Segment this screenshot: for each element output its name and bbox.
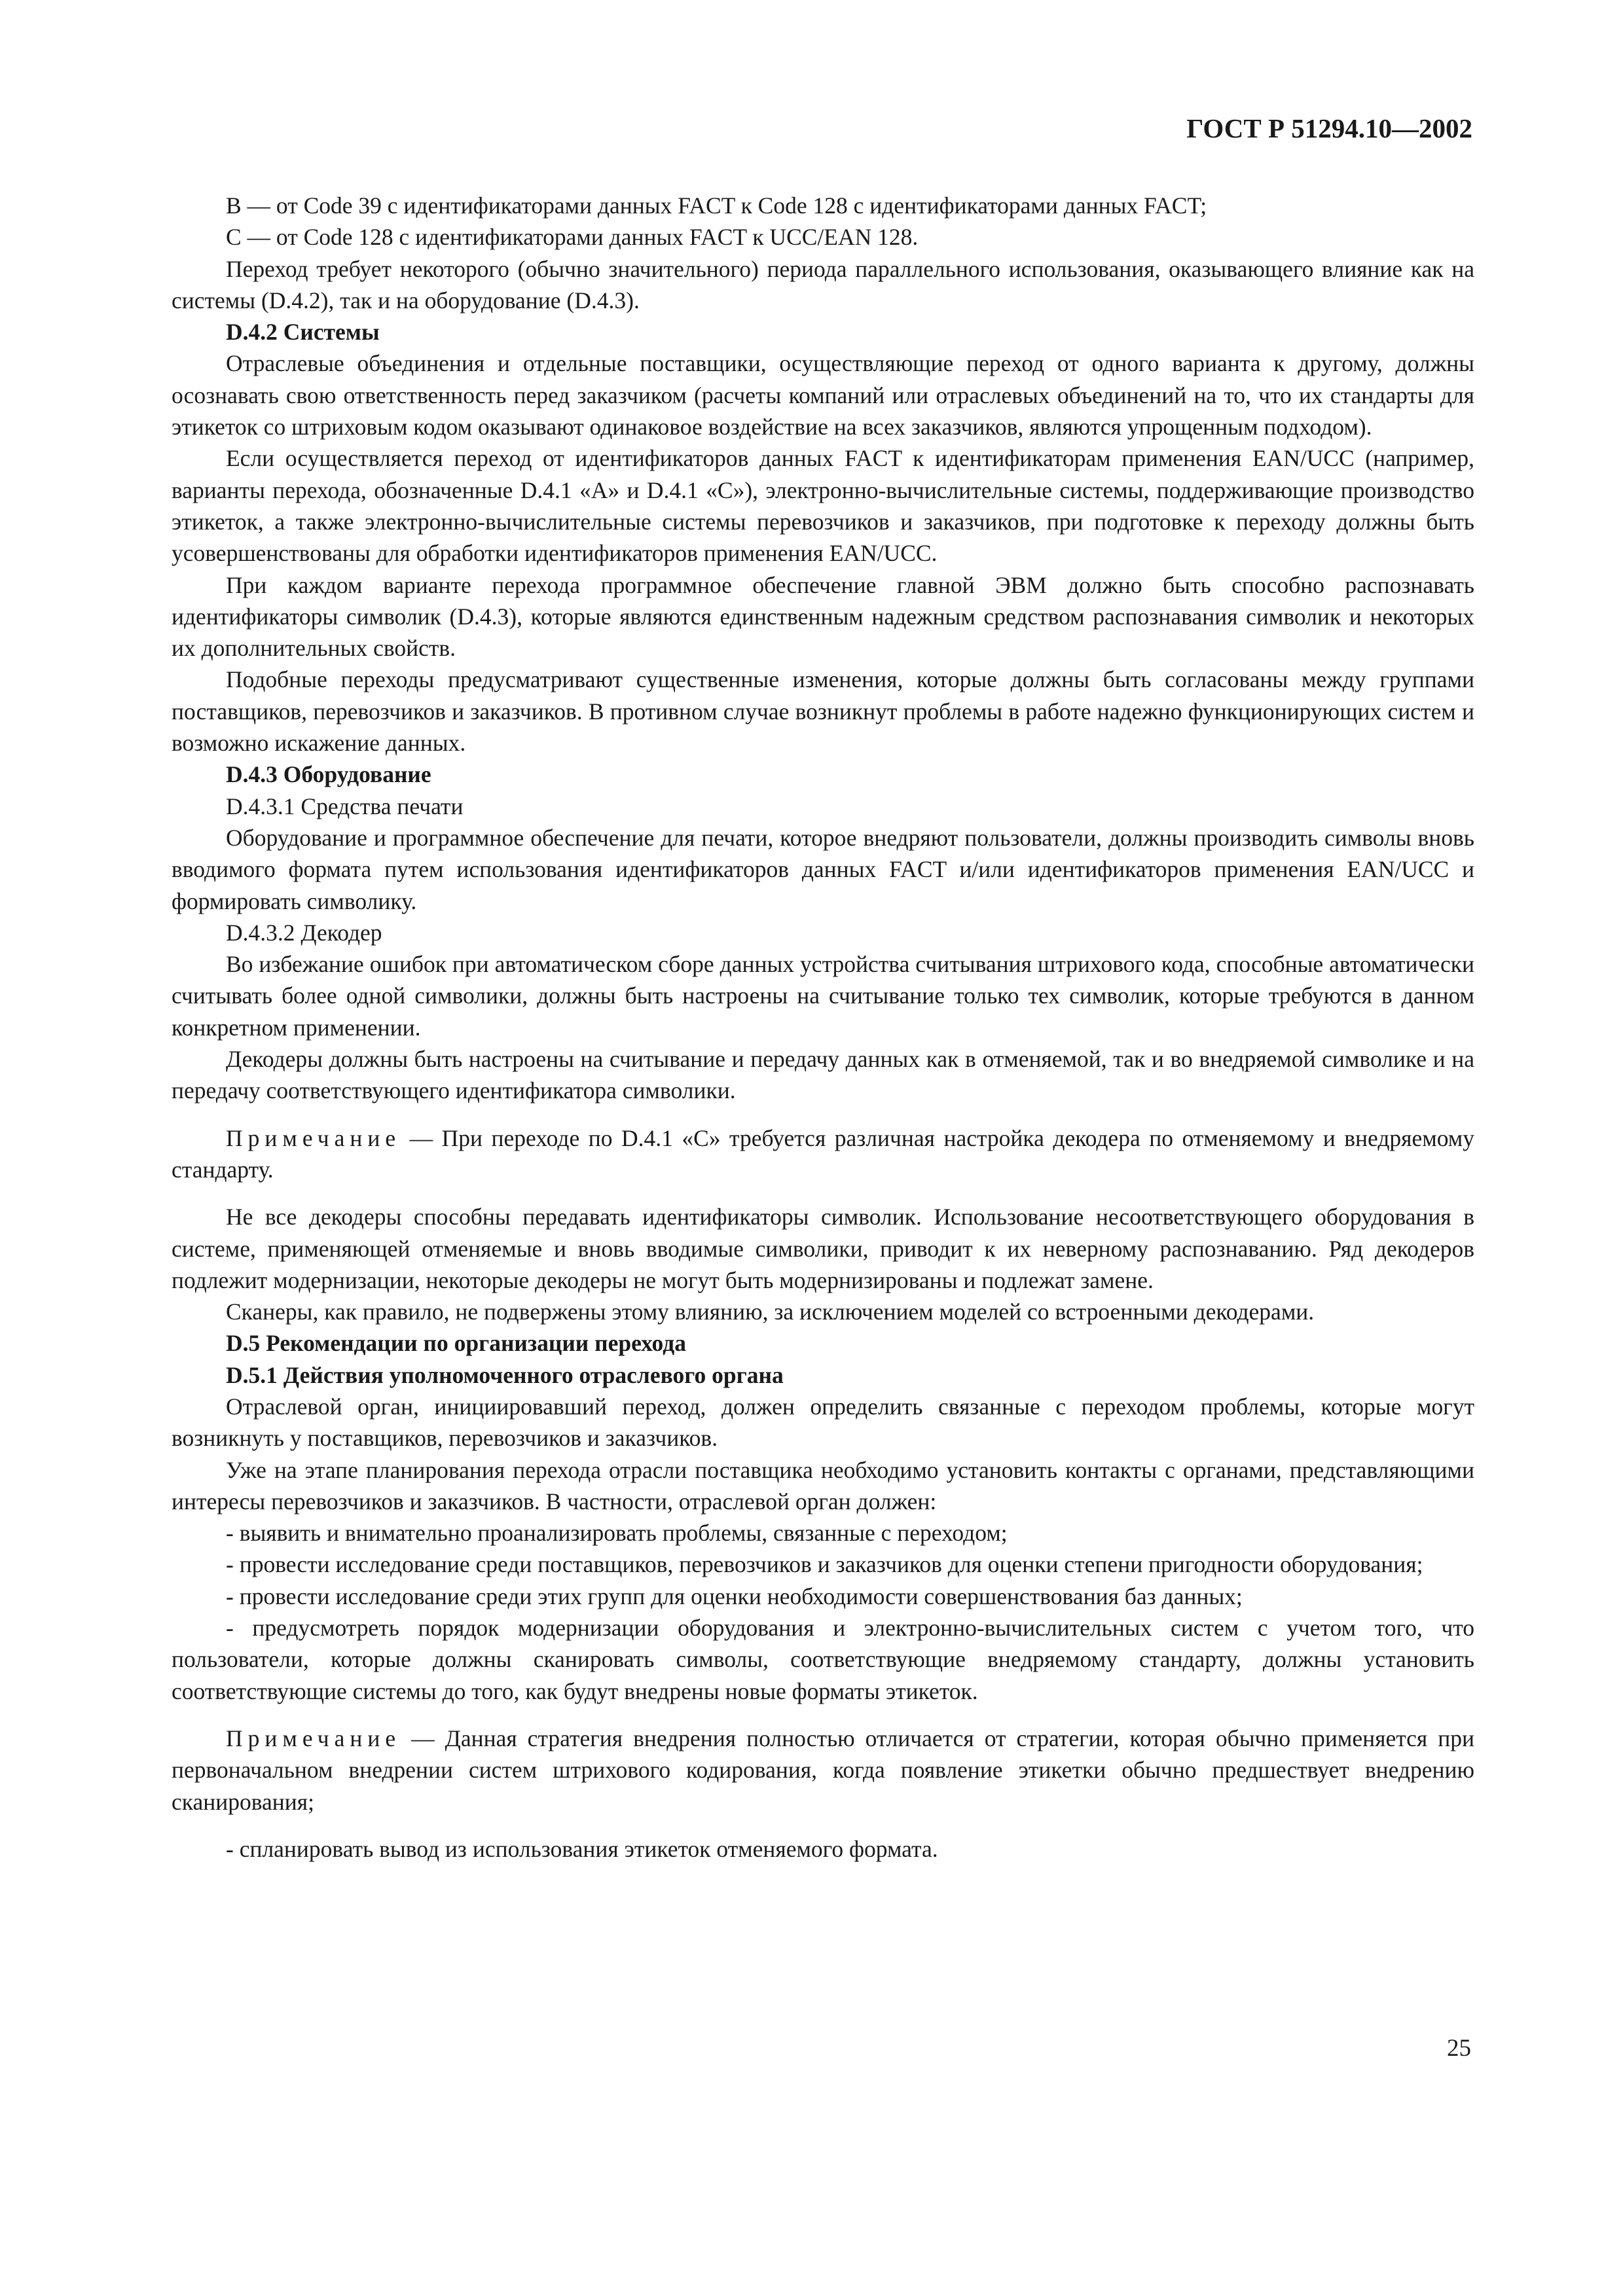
- list-item-3: - провести исследование среди этих групп для оценки необходимости совершенствования баз данных;: [226, 1583, 1243, 1609]
- para-d42-4: Подобные переходы предусматривают существенные изменения, которые должны быть согласованы между группами поставщиков, перевозчиков и заказчиков. В противном случае возникнут проблемы в работе надежно функционирующих систем и возможно искажение данных.: [172, 666, 1474, 757]
- note-text: — Данная стратегия внедрения полностью отличается от стратегии, которая обычно применяется при первоначальном внедрении систем штрихового кодирования, когда появление этикетки обычно предшествует внедрению сканирования;: [172, 1725, 1474, 1815]
- heading-d43: D.4.3 Оборудование: [226, 761, 431, 788]
- list-item-2: - провести исследование среди поставщиков, перевозчиков и заказчиков для оценки степени пригодности оборудования;: [226, 1551, 1423, 1578]
- note-label: Примечание: [226, 1725, 401, 1751]
- note-label: Примечание: [226, 1124, 401, 1151]
- heading-d5: D.5 Рекомендации по организации перехода: [226, 1330, 686, 1357]
- para-decoders-1: Не все декодеры способны передавать идентификаторы символик. Использование несоответствующего оборудования в системе, применяющей отменяемые и вновь вводимые символики, приводит к их неверному распознаванию. Ряд декодеров подлежит модернизации, некоторые декодеры не могут быть модернизированы и подлежат замене.: [172, 1204, 1474, 1293]
- para-transition-b: B — от Code 39 с идентификаторами данных FACT к Code 128 с идентификаторами данных FACT;: [226, 192, 1207, 219]
- para-d432-1: Во избежание ошибок при автоматическом сборе данных устройства считывания штрихового кода, способные автоматически считывать более одной символики, должны быть настроены на считывание только тех символик, которые требуются в данном конкретном применении.: [172, 951, 1474, 1041]
- note-text: — При переходе по D.4.1 «C» требуется различная настройка декодера по отменяемому и внедряемому стандарту.: [172, 1124, 1474, 1183]
- para-d431: Оборудование и программное обеспечение для печати, которое внедряют пользователи, должны производить символы вновь вводимого формата путем использования идентификаторов данных FACT и/или идентификаторов применения EAN/UCC и формировать символику.: [172, 824, 1474, 914]
- document-header: ГОСТ Р 51294.10—2002: [1186, 113, 1472, 143]
- heading-d432: D.4.3.2 Декодер: [226, 919, 382, 946]
- heading-d431: D.4.3.1 Средства печати: [226, 793, 464, 819]
- para-d42-3: При каждом варианте перехода программное обеспечение главной ЭВМ должно быть способно распознавать идентификаторы символик (D.4.3), которые являются единственным надежным средством распознавания символик и некоторых их дополнительных свойств.: [172, 571, 1474, 662]
- para-d51-1: Отраслевой орган, инициировавший переход, должен определить связанные с переходом проблемы, которые могут возникнуть у поставщиков, перевозчиков и заказчиков.: [172, 1393, 1474, 1452]
- heading-d42: D.4.2 Системы: [226, 319, 380, 346]
- para-transition-period: Переход требует некоторого (обычно значительного) периода параллельного использования, оказывающего влияние как на системы (D.4.2), так и на оборудование (D.4.3).: [172, 255, 1474, 314]
- para-scanners: Сканеры, как правило, не подвержены этому влиянию, за исключением моделей со встроенными декодерами.: [226, 1299, 1315, 1325]
- list-item-5: - спланировать вывод из использования этикеток отменяемого формата.: [226, 1835, 938, 1862]
- list-item-1: - выявить и внимательно проанализировать проблемы, связанные с переходом;: [226, 1520, 1008, 1547]
- document-body: [172, 190, 1474, 1865]
- page-number: 25: [1447, 2035, 1471, 2062]
- para-transition-c: C — от Code 128 с идентификаторами данных FACT к UCC/EAN 128.: [226, 224, 919, 251]
- note-1: [172, 1122, 1474, 1186]
- para-d432-2: Декодеры должны быть настроены на считывание и передачу данных как в отменяемой, так и во внедряемой символике и на передачу соответствующего идентификатора символики.: [172, 1046, 1474, 1104]
- list-item-4: - предусмотреть порядок модернизации оборудования и электронно-вычислительных систем с учетом того, что пользователи, которые должны сканировать символы, соответствующие внедряемому стандарту, должны установить соответствующие системы до того, как будут внедрены новые форматы этикеток.: [172, 1615, 1474, 1704]
- para-d51-2: Уже на этапе планирования перехода отрасли поставщика необходимо установить контакты с органами, представляющими интересы перевозчиков и заказчиков. В частности, отраслевой орган должен:: [172, 1456, 1474, 1515]
- para-d42-2: Если осуществляется переход от идентификаторов данных FACT к идентификаторам применения EAN/UCC (например, варианты перехода, обозначенные D.4.1 «A» и D.4.1 «C»), электронно-вычислительные системы, поддерживающие производство этикеток, а также электронно-вычислительные системы перевозчиков и заказчиков, при подготовке к переходу должны быть усовершенствованы для обработки идентификаторов применения EAN/UCC.: [172, 445, 1474, 567]
- para-d42-1: Отраслевые объединения и отдельные поставщики, осуществляющие переход от одного варианта к другому, должны осознавать свою ответственность перед заказчиком (расчеты компаний или отраслевых объединений на то, что их стандарты для этикеток со штриховым кодом оказывают одинаковое воздействие на всех заказчиков, являются упрощенным подходом).: [172, 350, 1474, 440]
- note-2: [172, 1723, 1474, 1818]
- heading-d51: D.5.1 Действия уполномоченного отраслевого органа: [226, 1361, 784, 1388]
